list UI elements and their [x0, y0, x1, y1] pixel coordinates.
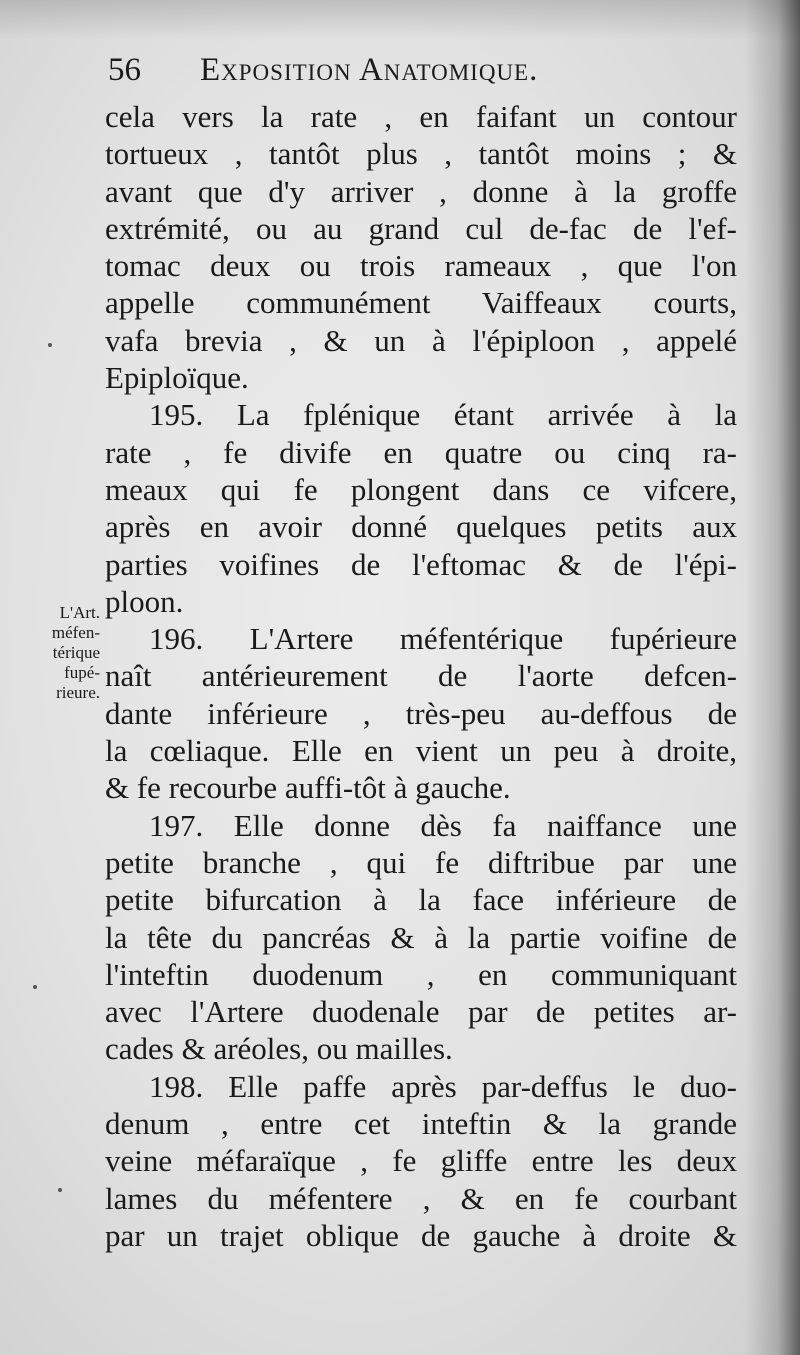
- text-line: après en avoir donné quelques petits aux: [105, 509, 737, 545]
- text-line: avec l'Artere duodenale par de petites ar-: [105, 994, 737, 1030]
- text-line: parties voifines de l'eftomac & de l'épi-: [105, 546, 737, 582]
- text-line: extrémité, ou au grand cul de-fac de l'ef-: [105, 210, 737, 246]
- text-line: vafa brevia , & un à l'épiploon , appelé: [105, 322, 737, 358]
- text-line: petite bifurcation à la face inférieure de: [105, 882, 737, 918]
- text-line: dante inférieure , très-peu au-deffous de: [105, 695, 737, 731]
- text-line: cades & aréoles, ou mailles.: [105, 1031, 453, 1067]
- running-title: Exposition Anatomique.: [200, 52, 539, 88]
- ink-speck: [48, 343, 52, 347]
- text-line: appelle communément Vaiffeaux courts,: [105, 285, 737, 321]
- text-line: la tête du pancréas & à la partie voifine de: [105, 919, 737, 955]
- running-header: [108, 52, 730, 98]
- margin-note-line: rieure.: [56, 683, 100, 702]
- margin-note-line: méfen-: [51, 623, 100, 642]
- body-text: [105, 98, 737, 1254]
- text-line: 198. Elle paffe après par-deffus le duo-: [149, 1068, 737, 1104]
- text-line: 196. L'Artere méfentérique fupérieure: [149, 621, 737, 657]
- text-line: la cœliaque. Elle en vient un peu à droite,: [105, 733, 737, 769]
- page-top-shadow: [0, 0, 800, 40]
- margin-note-line: fupé-: [64, 663, 100, 682]
- margin-note-line: L'Art.: [59, 603, 100, 622]
- margin-note: [14, 603, 100, 703]
- text-line: ploon.: [105, 583, 184, 619]
- page-gutter-shadow: [745, 0, 800, 1355]
- text-line: petite branche , qui fe diftribue par une: [105, 844, 737, 880]
- text-line: naît antérieurement de l'aorte defcen-: [105, 658, 737, 694]
- text-line: meaux qui fe plongent dans ce vifcere,: [105, 471, 737, 507]
- text-line: l'inteftin duodenum , en communiquant: [105, 956, 737, 992]
- text-line: veine méfaraïque , fe gliffe entre les deux: [105, 1143, 737, 1179]
- text-line: Epiploïque.: [105, 360, 249, 396]
- text-line: cela vers la rate , en faifant un contour: [105, 99, 737, 134]
- text-line: avant que d'y arriver , donne à la groffe: [105, 173, 737, 209]
- text-line: tomac deux ou trois rameaux , que l'on: [105, 248, 737, 284]
- margin-note-line: térique: [52, 643, 100, 662]
- ink-speck: [58, 1188, 62, 1192]
- text-line: & fe recourbe auffi-tôt à gauche.: [105, 770, 511, 806]
- text-line: tortueux , tantôt plus , tantôt moins ; &: [105, 136, 737, 172]
- text-line: denum , entre cet inteftin & la grande: [105, 1106, 737, 1142]
- text-line: rate , fe divife en quatre ou cinq ra-: [105, 434, 737, 470]
- page-number: 56: [108, 52, 141, 88]
- text-line: 195. La fplénique étant arrivée à la: [149, 397, 737, 433]
- text-line: par un trajet oblique de gauche à droite &: [105, 1217, 737, 1253]
- text-line: lames du méfentere , & en fe courbant: [105, 1180, 737, 1216]
- text-line: 197. Elle donne dès fa naiffance une: [149, 807, 737, 843]
- ink-speck: [33, 985, 37, 989]
